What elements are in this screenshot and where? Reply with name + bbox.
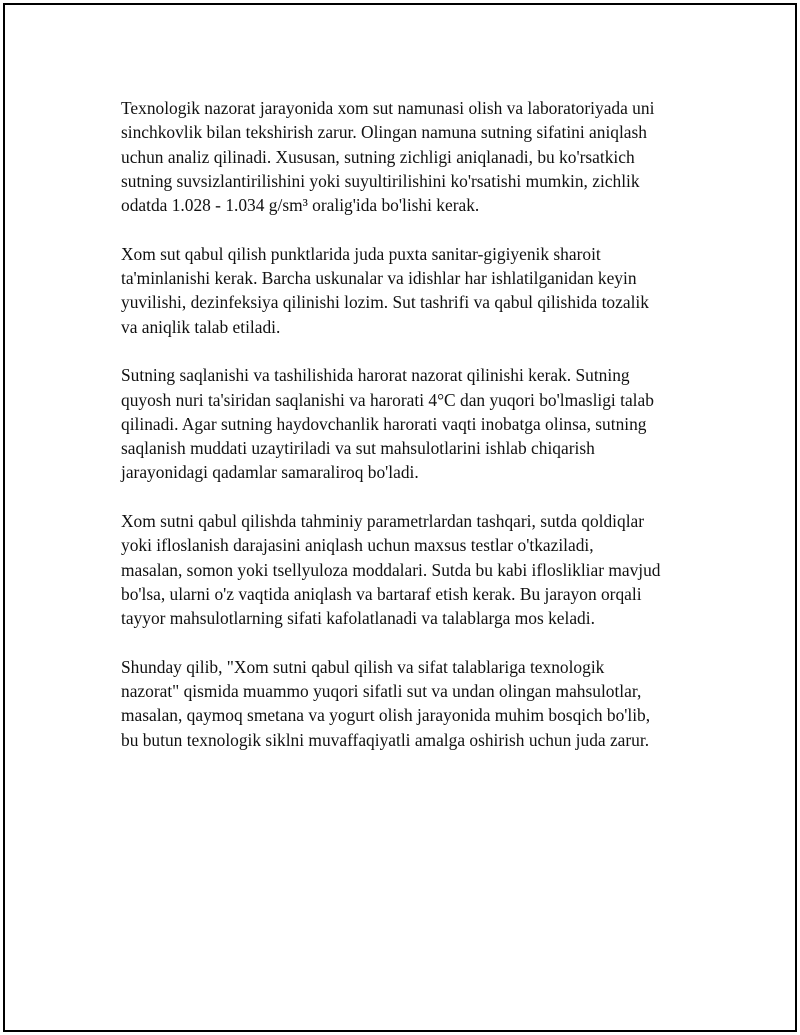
- paragraph-5: Shunday qilib, "Xom sutni qabul qilish va sifat talablariga texnologik nazorat" qismida muammo yuqori sifatli sut va undan olingan mahsulotlar, masalan, qaymoq smetana va yogurt olish jarayonida muhim bosqich bo'lib, bu butun texnologik siklni muvaffaqiyatli amalga oshirish uchun juda zarur.: [121, 656, 651, 750]
- paragraph-3: Sutning saqlanishi va tashilishida harorat nazorat qilinishi kerak. Sutning quyosh nuri ta'siridan saqlanishi va harorati 4°C dan yuqori bo'lmasligi talab qilinadi. Agar sutning haydovchanlik harorati vaqti inobatga olinsa, sutning saqlanish muddati uzaytiriladi va sut mahsulotlarini ishlab chiqarish jarayonidagi qadamlar samaraliroq bo'ladi.: [121, 365, 654, 483]
- paragraph-2: Xom sut qabul qilish punktlarida juda puxta sanitar-gigiyenik sharoit ta'minlanishi kerak. Barcha uskunalar va idishlar har ishlatilganidan keyin yuvilishi, dezinfeksiya qilinishi lozim. Sut tashrifi va qabul qilishida tozalik va aniqlik talab etiladi.: [121, 243, 649, 337]
- paragraph-4: Xom sutni qabul qilishda tahminiy parametrlardan tashqari, sutda qoldiqlar yoki ifloslanish darajasini aniqlash uchun maxsus testlar o'tkaziladi, masalan, somon yoki tsellyuloza moddalari. Sutda bu kabi ifloslikliar mavjud bo'lsa, ularni o'z vaqtida aniqlash va bartaraf etish kerak. Bu jarayon orqali tayyor mahsulotlarning sifati kafolatlanadi va talablarga mos keladi.: [121, 511, 661, 629]
- page-frame: [3, 3, 797, 1032]
- paragraph-1: Texnologik nazorat jarayonida xom sut namunasi olish va laboratoriyada uni sinchkovlik bilan tekshirish zarur. Olingan namuna sutning sifatini aniqlash uchun analiz qilinadi. Xususan, sutning zichligi aniqlanadi, bu ko'rsatkich sutning suvsizlantirilishini yoki suyultirilishini ko'rsatishi mumkin, zichlik odatda 1.028 - 1.034 g/sm³ oralig'ida bo'lishi kerak.: [121, 98, 655, 216]
- document-body: [121, 96, 701, 776]
